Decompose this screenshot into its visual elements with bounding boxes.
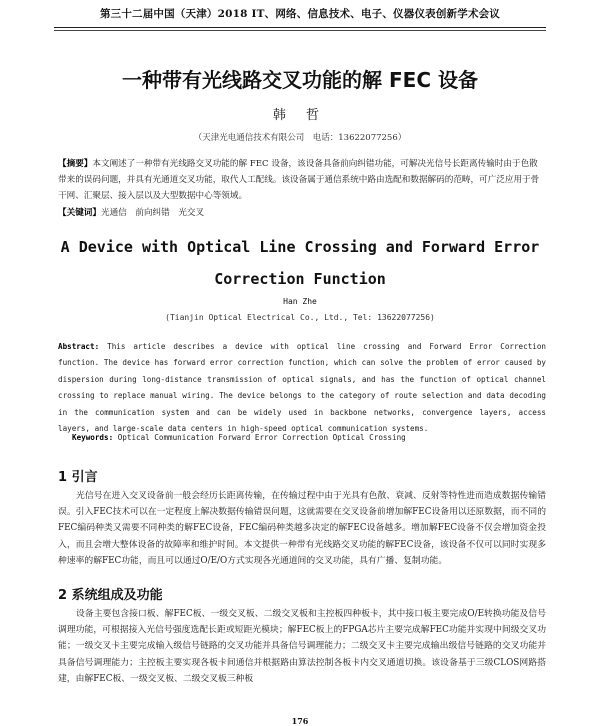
- english-title-line1: A Device with Optical Line Crossing and Forward Error: [60, 238, 540, 256]
- section-heading-system: 2 系统组成及功能: [58, 588, 163, 603]
- section-heading-introduction: 1 引言: [58, 470, 98, 485]
- chinese-keywords-label: 【关键词】: [58, 208, 101, 218]
- english-title-line2: Correction Function: [214, 270, 386, 288]
- chinese-affiliation: （天津光电通信技术有限公司 电话：13622077256）: [193, 133, 407, 143]
- section-body-system: 设备主要包含接口板、解FEC板、一级交叉板、二级交叉板和主控板四种板卡，其中接口板主要完成O/E转换功能及信号调理功能，可根据接入光信号强度选配长距或短距光模块；解FEC板上的FPGA芯片主要完成解FEC功能并实现中间级交叉功能；一级交叉卡主要完成输入级信号链路的交叉功能并具备信号调理能力；二级交叉卡主要完成输出级信号链路的交叉功能并具备信号调理能力；主控板主要实现各板卡间通信并根据路由算法控制各板卡内交叉通道切换。该设备基于三级CLOS网路搭建，由解FEC板、一级交叉板、二级交叉板三种板: [58, 609, 546, 684]
- english-keywords-label: Keywords:: [72, 433, 114, 442]
- chinese-abstract: [58, 156, 546, 204]
- english-author: Han Zhe: [283, 297, 317, 306]
- chinese-author: 韩 哲: [272, 108, 328, 123]
- header-rule-thin: [54, 30, 546, 31]
- header-rule: [54, 27, 546, 28]
- chinese-title: 一种带有光线路交叉功能的解 FEC 设备: [122, 68, 478, 92]
- chinese-abstract-text: 本文阐述了一种带有光线路交叉功能的解 FEC 设备，该设备具备前向纠错功能，可解决光信号长距离传输时由于色散带来的误码问题，并具有光通道交叉功能，取代人工配线。该设备属于通信系统中路由选配和数据解码的范畴，可广泛应用于骨干网、汇聚层、接入层以及大型数据中心等领域。: [58, 159, 540, 201]
- english-abstract-label: Abstract:: [58, 342, 100, 351]
- english-affiliation: (Tianjin Optical Electrical Co., Ltd., Tel: 13622077256): [165, 313, 435, 322]
- english-keywords-text: Optical Communication Forward Error Correction Optical Crossing: [113, 433, 406, 442]
- english-abstract-text: This article describes a device with optical line crossing and Forward Error Correction function. The device has forward error correction function, which can solve the problem of error caused by dispersion during long-distance transmission of optical signals, and has the function of optical channel crossing to replace manual wiring. The device belongs to the category of route selection and data decoding in the communication system and can be widely used in backbone networks, convergence layers, access layers, and large-scale data centers in high-speed optical communication systems.: [58, 342, 546, 434]
- section-body-introduction: 光信号在进入交叉设备前一般会经历长距离传输，在传输过程中由于光具有色散、衰减、反射等特性进而造成数据传输错误。引入FEC技术可以在一定程度上解决数据传输错误问题，这就需要在交叉设备前增加解FEC设备用以还原数据，而不同的FEC编码种类又需要不同种类的解FEC设备，FEC编码种类越多决定的解FEC设备越多。增加解FEC设备不仅会增加资金投入，而且会增大整体设备的故障率和维护时间。本文提供一种带有光线路交叉功能的解FEC设备，该设备不仅可以同时实现多种速率的解FEC功能，而且可以通过O/E/O方式实现各光通道间的交叉功能，具有广播、复制功能。: [58, 491, 546, 566]
- chinese-keywords-text: 光通信 前向纠错 光交叉: [100, 208, 205, 218]
- conference-header: 第三十二届中国（天津）2018 IT、网络、信息技术、电子、仪器仪表创新学术会议: [99, 8, 501, 20]
- english-keywords: [72, 433, 546, 442]
- chinese-keywords: [58, 205, 546, 221]
- chinese-abstract-label: 【摘要】: [58, 159, 93, 169]
- page-number: 176: [291, 716, 309, 726]
- english-abstract: [58, 339, 546, 437]
